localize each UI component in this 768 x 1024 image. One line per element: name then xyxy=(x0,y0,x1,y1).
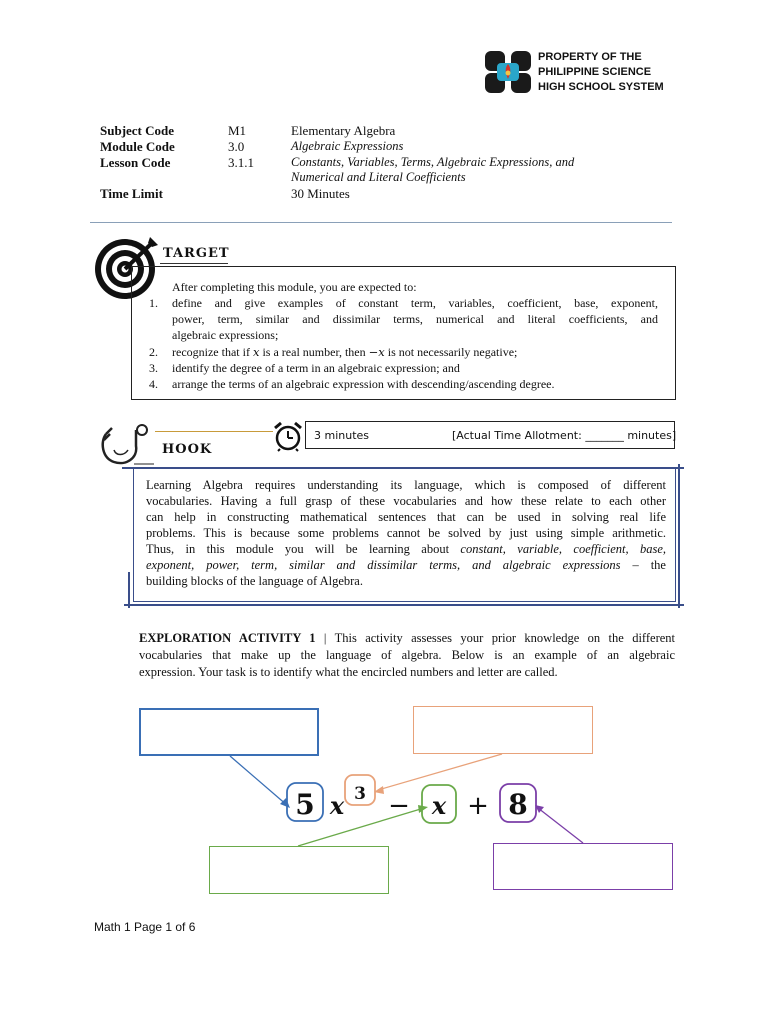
hook-text-box xyxy=(133,468,676,602)
hook-text-line-1: Learning Algebra requires understanding its language, which is composed of different xyxy=(146,478,666,492)
subject-code-label: Subject Code xyxy=(100,123,175,138)
logo-text xyxy=(538,50,664,95)
hook-line-divider xyxy=(155,431,273,432)
target-title-underline xyxy=(160,263,228,264)
expression-exponent: 3 xyxy=(354,784,366,804)
time-limit-label: Time Limit xyxy=(100,186,163,201)
expression-plus: + xyxy=(467,791,489,821)
hook-minutes: 3 minutes xyxy=(314,429,370,442)
objective-1-line-2: power, term, similar and dissimilar terms, numerical and literal coefficients, and xyxy=(172,312,658,326)
objective-1-number: 1. xyxy=(149,296,158,310)
expression-constant: 8 xyxy=(508,788,528,821)
objective-2-text: recognize that if x is a real number, then −x is not necessarily negative; xyxy=(172,345,518,359)
objective-2-number: 2. xyxy=(149,345,158,359)
hook-title: HOOK xyxy=(162,442,213,457)
lesson-code-label: Lesson Code xyxy=(100,155,171,170)
objective-3-number: 3. xyxy=(149,361,158,375)
exploration-title: EXPLORATION ACTIVITY 1 xyxy=(139,631,316,645)
objective-4-text: arrange the terms of an algebraic expression with descending/ascending degree. xyxy=(172,377,555,391)
module-name: Algebraic Expressions xyxy=(291,139,404,153)
objective-3-text: identify the degree of a term in an algebraic expression; and xyxy=(172,361,460,375)
module-code-label: Module Code xyxy=(100,139,175,154)
hook-box-decoration-right xyxy=(678,464,680,608)
objective-1-line-1: define and give examples of constant term, variables, coefficient, base, exponent, xyxy=(172,296,658,310)
target-title: TARGET xyxy=(163,246,230,261)
objective-1-line-3: algebraic expressions; xyxy=(172,328,279,342)
pshs-logo-icon xyxy=(483,49,533,95)
objective-4-number: 4. xyxy=(149,377,158,391)
logo-line-3: HIGH SCHOOL SYSTEM xyxy=(538,81,664,93)
subject-name: Elementary Algebra xyxy=(291,123,396,138)
hook-text-line-7: building blocks of the language of Algebra. xyxy=(146,574,363,588)
header-divider xyxy=(90,222,672,223)
target-intro: After completing this module, you are expected to: xyxy=(172,280,417,294)
hook-text-line-6: exponent, power, term, similar and dissimilar terms, and algebraic expressions – the xyxy=(146,558,666,572)
expression-variable: x xyxy=(329,791,345,820)
time-limit-value: 30 Minutes xyxy=(291,186,350,201)
module-code-value: 3.0 xyxy=(228,139,245,154)
hook-icon xyxy=(98,420,160,468)
arrow-to-constant xyxy=(538,808,583,843)
expression-coefficient: 5 xyxy=(295,788,315,821)
logo-line-1: PROPERTY OF THE xyxy=(538,51,642,63)
hook-text-line-3: can help in constructing mathematical sentences that can be used in solving real life xyxy=(146,510,666,524)
expression-minus: − xyxy=(388,791,410,821)
hook-box-decoration-left xyxy=(128,572,130,608)
logo-line-2: PHILIPPINE SCIENCE xyxy=(538,66,652,78)
algebraic-expression-diagram xyxy=(0,700,768,900)
page-footer: Math 1 Page 1 of 6 xyxy=(94,920,196,934)
exploration-activity xyxy=(139,630,675,681)
hook-box-decoration-bottom xyxy=(124,604,684,606)
hook-text-line-5: Thus, in this module you will be learning about constant, variable, coefficient, base, xyxy=(146,542,667,556)
hook-text-line-2: vocabularies. Having a full grasp of these vocabularies and how these relate to each other xyxy=(146,494,666,508)
actual-time-allotment: [Actual Time Allotment: _______ minutes] xyxy=(452,429,677,442)
lesson-code-value: 3.1.1 xyxy=(228,155,254,170)
hook-text-line-4: problems. This is because some problems cannot be solved by just using simple arithmetic. xyxy=(146,526,666,540)
exploration-line-2: vocabularies that make up the language of algebra. Below is an example of an algebraic xyxy=(139,648,675,662)
target-objectives-box xyxy=(131,266,676,400)
exploration-line-1: EXPLORATION ACTIVITY 1 | This activity assesses your prior knowledge on the different xyxy=(139,631,676,645)
exploration-line-3: expression. Your task is to identify what the encircled numbers and letter are called. xyxy=(139,665,558,679)
arrow-to-coefficient xyxy=(230,756,288,806)
lesson-name-line-2: Numerical and Literal Coefficients xyxy=(291,170,466,184)
time-allotment-box xyxy=(305,421,675,449)
alarm-clock-icon xyxy=(272,420,304,452)
lesson-name-line-1: Constants, Variables, Terms, Algebraic Expressions, and xyxy=(291,155,575,169)
subject-code-value: M1 xyxy=(228,123,247,138)
expression-variable-2: x xyxy=(431,791,447,820)
